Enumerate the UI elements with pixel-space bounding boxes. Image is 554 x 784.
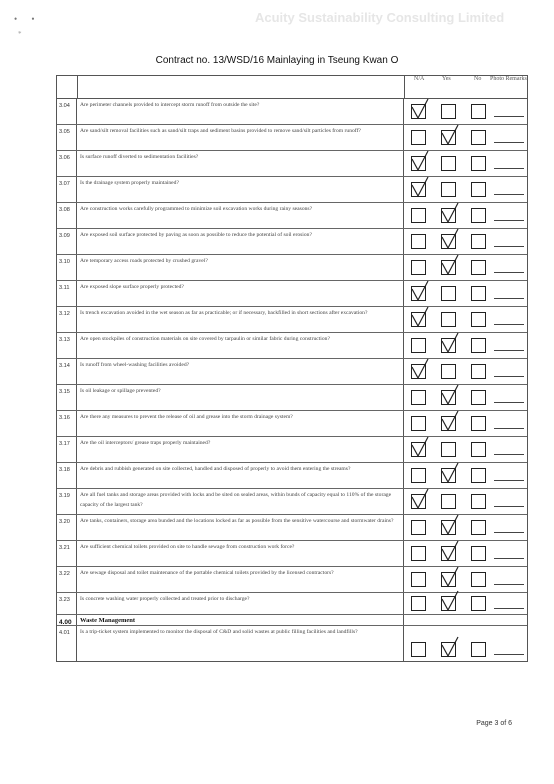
item-question: Is trench excavation avoided in the wet season as far as practicable; or if necessary, backfilled in short sections after excavation? xyxy=(77,307,404,332)
item-number: 4.01 xyxy=(57,626,77,661)
checkbox-no[interactable] xyxy=(471,520,486,535)
photo-remarks-line[interactable] xyxy=(494,168,524,169)
item-question: Is oil leakage or spillage prevented? xyxy=(77,385,404,410)
checkbox-na[interactable] xyxy=(411,596,426,611)
item-question: Are open stockpiles of construction materials on site covered by tarpaulin or similar fabric during construction? xyxy=(77,333,404,358)
item-question: Waste Management xyxy=(77,615,404,625)
item-question: Is surface runoff diverted to sedimentation facilities? xyxy=(77,151,404,176)
table-row xyxy=(57,437,527,463)
table-body xyxy=(57,99,527,661)
tick-mark-icon xyxy=(441,462,459,484)
header-question-cell xyxy=(77,76,405,98)
checkbox-na[interactable] xyxy=(411,572,426,587)
item-question: Are sand/silt removal facilities such as sand/silt traps and sediment basins provided to remove sand/silt particles from runoff? xyxy=(77,125,404,150)
checkbox-na[interactable] xyxy=(411,442,426,457)
item-question: Are sufficient chemical toilets provided on site to handle sewage from construction work force? xyxy=(77,541,404,566)
checklist-table xyxy=(56,75,528,662)
checkbox-yes[interactable] xyxy=(441,520,456,535)
table-row xyxy=(57,125,527,151)
checkbox-yes[interactable] xyxy=(441,312,456,327)
checkbox-no[interactable] xyxy=(471,130,486,145)
checkbox-yes[interactable] xyxy=(441,642,456,657)
contract-title: Contract no. 13/WSD/16 Mainlaying in Tseung Kwan O xyxy=(155,55,399,66)
header-photo-remarks: Photo Remarks xyxy=(490,76,527,82)
scan-dots: • • xyxy=(14,14,41,24)
checkbox-no[interactable] xyxy=(471,442,486,457)
photo-remarks-line[interactable] xyxy=(494,194,524,195)
tick-mark-icon xyxy=(441,124,459,146)
item-question: Are debris and rubbish generated on site collected, handled and disposed of properly to avoid them entering the streams? xyxy=(77,463,404,488)
item-number: 3.06 xyxy=(57,151,77,176)
photo-remarks-line[interactable] xyxy=(494,272,524,273)
checkbox-yes[interactable] xyxy=(441,156,456,171)
item-question: Is runoff from wheel-washing facilities avoided? xyxy=(77,359,404,384)
tick-mark-icon xyxy=(441,540,459,562)
tick-mark-icon xyxy=(411,488,429,510)
header-number-cell xyxy=(57,76,78,98)
checkbox-no[interactable] xyxy=(471,596,486,611)
checkbox-na[interactable] xyxy=(411,286,426,301)
photo-remarks-line[interactable] xyxy=(494,654,524,655)
item-number: 3.16 xyxy=(57,411,77,436)
table-row xyxy=(57,541,527,567)
checkbox-no[interactable] xyxy=(471,234,486,249)
checkbox-yes[interactable] xyxy=(441,286,456,301)
item-question: Is the drainage system properly maintained? xyxy=(77,177,404,202)
checkbox-no[interactable] xyxy=(471,338,486,353)
item-number: 3.05 xyxy=(57,125,77,150)
checkbox-no[interactable] xyxy=(471,494,486,509)
item-number: 3.17 xyxy=(57,437,77,462)
item-number: 4.00 xyxy=(57,615,77,625)
tick-mark-icon xyxy=(441,254,459,276)
item-question: Are exposed soil surface protected by paving as soon as possible to reduce the potential of soil erosion? xyxy=(77,229,404,254)
checkbox-na[interactable] xyxy=(411,520,426,535)
tick-mark-icon xyxy=(411,176,429,198)
photo-remarks-line[interactable] xyxy=(494,506,524,507)
item-number: 3.20 xyxy=(57,515,77,540)
checkbox-no[interactable] xyxy=(471,390,486,405)
photo-remarks-line[interactable] xyxy=(494,608,524,609)
checkbox-na[interactable] xyxy=(411,494,426,509)
checkbox-na[interactable] xyxy=(411,416,426,431)
tick-mark-icon xyxy=(411,436,429,458)
checkbox-no[interactable] xyxy=(471,182,486,197)
photo-remarks-line[interactable] xyxy=(494,246,524,247)
table-row xyxy=(57,515,527,541)
tick-mark-icon xyxy=(441,332,459,354)
item-question: Are perimeter channels provided to intercept storm runoff from outside the site? xyxy=(77,99,404,124)
item-question: Are exposed slope surface properly protected? xyxy=(77,281,404,306)
checkbox-na[interactable] xyxy=(411,104,426,119)
photo-remarks-line[interactable] xyxy=(494,584,524,585)
checkbox-na[interactable] xyxy=(411,260,426,275)
checkbox-yes[interactable] xyxy=(441,546,456,561)
checkbox-no[interactable] xyxy=(471,364,486,379)
photo-remarks-line[interactable] xyxy=(494,142,524,143)
photo-remarks-line[interactable] xyxy=(494,298,524,299)
checkbox-na[interactable] xyxy=(411,312,426,327)
checkbox-no[interactable] xyxy=(471,156,486,171)
item-number: 3.12 xyxy=(57,307,77,332)
checkbox-yes[interactable] xyxy=(441,130,456,145)
item-number: 3.10 xyxy=(57,255,77,280)
item-question: Are construction works carefully programmed to minimize soil excavation works during rainy seasons? xyxy=(77,203,404,228)
item-number: 3.09 xyxy=(57,229,77,254)
checkbox-no[interactable] xyxy=(471,468,486,483)
item-number: 3.08 xyxy=(57,203,77,228)
checkbox-yes[interactable] xyxy=(441,234,456,249)
photo-remarks-line[interactable] xyxy=(494,532,524,533)
checkbox-na[interactable] xyxy=(411,364,426,379)
table-row xyxy=(57,359,527,385)
table-row xyxy=(57,615,527,626)
checkbox-no[interactable] xyxy=(471,208,486,223)
photo-remarks-line[interactable] xyxy=(494,428,524,429)
tick-mark-icon xyxy=(441,410,459,432)
table-row xyxy=(57,333,527,359)
item-question: Are all fuel tanks and storage areas provided with locks and be sited on sealed areas, within bunds of capacity equal to 110% of the storage capacity of the largest tank? xyxy=(77,489,404,514)
checkbox-no[interactable] xyxy=(471,260,486,275)
table-row xyxy=(57,255,527,281)
table-row xyxy=(57,489,527,515)
tick-mark-icon xyxy=(411,150,429,172)
checkbox-no[interactable] xyxy=(471,572,486,587)
checkbox-no[interactable] xyxy=(471,286,486,301)
checkbox-yes[interactable] xyxy=(441,104,456,119)
tick-mark-icon xyxy=(441,566,459,588)
item-number: 3.11 xyxy=(57,281,77,306)
tick-mark-icon xyxy=(441,636,459,658)
tick-mark-icon xyxy=(441,384,459,406)
table-row xyxy=(57,626,527,661)
table-header xyxy=(57,76,527,99)
tick-mark-icon xyxy=(441,514,459,536)
item-question: Are the oil interceptors/ grease traps properly maintained? xyxy=(77,437,404,462)
checkbox-na[interactable] xyxy=(411,546,426,561)
table-row xyxy=(57,385,527,411)
item-question: Are temporary access roads protected by crushed gravel? xyxy=(77,255,404,280)
checkbox-yes[interactable] xyxy=(441,208,456,223)
tick-mark-icon xyxy=(441,228,459,250)
item-question: Are sewage disposal and toilet maintenance of the portable chemical toilets provided by the licensed contractors? xyxy=(77,567,404,592)
item-number: 3.07 xyxy=(57,177,77,202)
item-question: Is concrete washing water properly collected and treated prior to discharge? xyxy=(77,593,404,614)
checkbox-na[interactable] xyxy=(411,338,426,353)
item-number: 3.23 xyxy=(57,593,77,614)
checkbox-no[interactable] xyxy=(471,642,486,657)
checkbox-yes[interactable] xyxy=(441,182,456,197)
tick-mark-icon xyxy=(441,590,459,612)
checkbox-na[interactable] xyxy=(411,130,426,145)
checkbox-no[interactable] xyxy=(471,312,486,327)
checkbox-yes[interactable] xyxy=(441,390,456,405)
checkbox-na[interactable] xyxy=(411,390,426,405)
checkbox-no[interactable] xyxy=(471,546,486,561)
item-number: 3.21 xyxy=(57,541,77,566)
header-na: N/A xyxy=(414,76,425,82)
table-row xyxy=(57,177,527,203)
item-number: 3.14 xyxy=(57,359,77,384)
item-question: Are tanks, containers, storage area bunded and the locations locked as far as possible from the sensitive watercourse and stormwater drains? xyxy=(77,515,404,540)
checkbox-yes[interactable] xyxy=(441,596,456,611)
checkbox-na[interactable] xyxy=(411,234,426,249)
header-no: No xyxy=(474,76,482,82)
table-row xyxy=(57,99,527,125)
item-number: 3.13 xyxy=(57,333,77,358)
checkbox-yes[interactable] xyxy=(441,260,456,275)
item-question: Are there any measures to prevent the release of oil and grease into the storm drainage system? xyxy=(77,411,404,436)
photo-remarks-line[interactable] xyxy=(494,350,524,351)
checkbox-yes[interactable] xyxy=(441,468,456,483)
table-row xyxy=(57,307,527,333)
company-watermark-header: Acuity Sustainability Consulting Limited xyxy=(255,10,505,25)
checkbox-yes[interactable] xyxy=(441,442,456,457)
checkbox-yes[interactable] xyxy=(441,494,456,509)
checkbox-na[interactable] xyxy=(411,208,426,223)
photo-remarks-line[interactable] xyxy=(494,558,524,559)
item-number: 3.15 xyxy=(57,385,77,410)
table-row xyxy=(57,229,527,255)
checkbox-na[interactable] xyxy=(411,468,426,483)
photo-remarks-line[interactable] xyxy=(494,402,524,403)
table-row xyxy=(57,203,527,229)
photo-remarks-line[interactable] xyxy=(494,220,524,221)
checkbox-no[interactable] xyxy=(471,104,486,119)
page-number: Page 3 of 6 xyxy=(476,720,512,727)
tick-mark-icon xyxy=(411,98,429,120)
checkbox-yes[interactable] xyxy=(441,364,456,379)
table-row xyxy=(57,281,527,307)
checkbox-yes[interactable] xyxy=(441,338,456,353)
checkbox-no[interactable] xyxy=(471,416,486,431)
tick-mark-icon xyxy=(411,280,429,302)
table-row xyxy=(57,593,527,615)
tick-mark-icon xyxy=(411,358,429,380)
checkbox-na[interactable] xyxy=(411,182,426,197)
table-row xyxy=(57,463,527,489)
item-number: 3.18 xyxy=(57,463,77,488)
photo-remarks-line[interactable] xyxy=(494,324,524,325)
item-question: Is a trip-ticket system implemented to monitor the disposal of C&D and solid wastes at public filling facilities and landfills? xyxy=(77,626,404,661)
checkbox-na[interactable] xyxy=(411,642,426,657)
item-number: 3.19 xyxy=(57,489,77,514)
table-row xyxy=(57,151,527,177)
photo-remarks-line[interactable] xyxy=(494,116,524,117)
checkbox-na[interactable] xyxy=(411,156,426,171)
photo-remarks-line[interactable] xyxy=(494,454,524,455)
header-yes: Yes xyxy=(442,76,451,82)
tick-mark-icon xyxy=(441,202,459,224)
scan-mark: * xyxy=(18,30,22,38)
photo-remarks-line[interactable] xyxy=(494,480,524,481)
checkbox-yes[interactable] xyxy=(441,416,456,431)
item-number: 3.04 xyxy=(57,99,77,124)
table-row xyxy=(57,411,527,437)
tick-mark-icon xyxy=(411,306,429,328)
item-number: 3.22 xyxy=(57,567,77,592)
photo-remarks-line[interactable] xyxy=(494,376,524,377)
checkbox-yes[interactable] xyxy=(441,572,456,587)
